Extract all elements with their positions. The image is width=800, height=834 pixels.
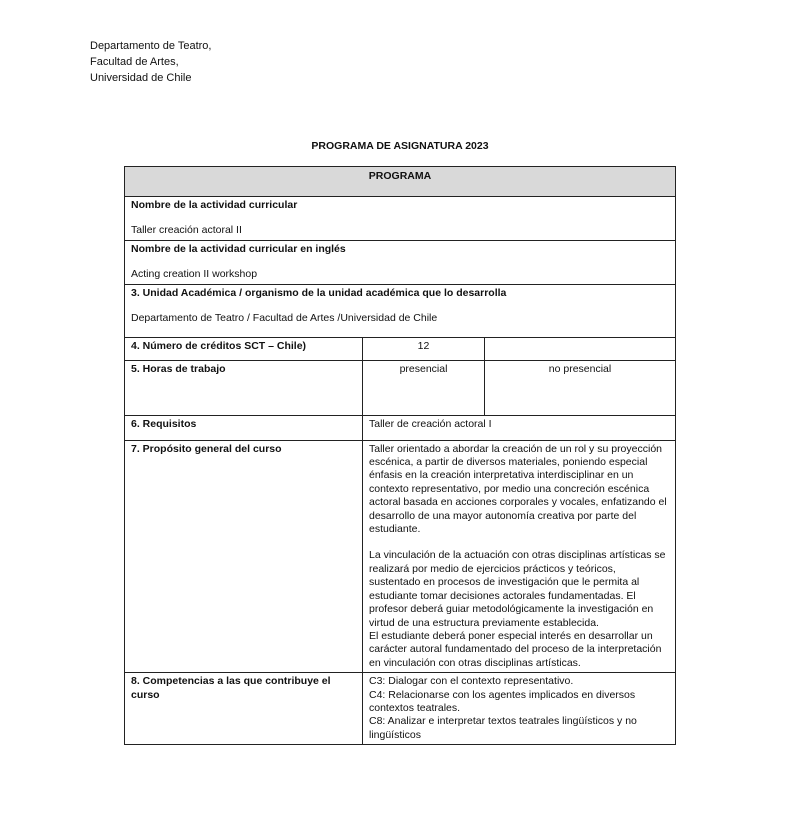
table-row <box>125 440 676 673</box>
purpose-paragraph: Taller orientado a abordar la creación de un rol y su proyección escénica, a partir de diversos materiales, poniendo especial énfasis en la creación interpretativa interdisciplinar en un contexto representativo, por medio una concreción escénica actoral basada en acciones corporales y vocales, enfatizando el desarrollo de una mayor autonomía creativa por parte del estudiante. <box>369 442 667 536</box>
purpose-label: 7. Propósito general del curso <box>125 440 363 673</box>
purpose-paragraph: La vinculación de la actuación con otras disciplinas artísticas se realizará por medio de ejercicios prácticos y teóricos, sustentado en procesos de investigación que le permita al estudiante tomar decisiones actorales fundamentadas. El profesor deberá guiar metodológicamente la investigación en virtud de una estructura previamente establecida. <box>369 549 666 629</box>
table-row <box>125 415 676 440</box>
table-row <box>125 673 676 745</box>
hours-label: 5. Horas de trabajo <box>125 360 363 415</box>
requirements-label: 6. Requisitos <box>125 415 363 440</box>
activity-name-value: Taller creación actoral II <box>131 224 242 237</box>
table-row <box>125 197 676 241</box>
document-title: PROGRAMA DE ASIGNATURA 2023 <box>311 140 489 152</box>
program-table <box>124 166 676 745</box>
table-row <box>125 337 676 360</box>
activity-name-label: Nombre de la actividad curricular <box>131 199 298 211</box>
competency-item: C4: Relacionarse con los agentes implicados en diversos contextos teatrales. <box>369 688 636 714</box>
credits-empty-cell <box>485 337 676 360</box>
institution-header <box>90 38 211 86</box>
table-row <box>125 240 676 284</box>
table-row <box>125 360 676 415</box>
credits-label: 4. Número de créditos SCT – Chile) <box>125 337 363 360</box>
credits-value: 12 <box>363 337 485 360</box>
table-row <box>125 167 676 197</box>
header-faculty: Facultad de Artes, <box>90 56 179 68</box>
competencies-label: 8. Competencias a las que contribuye el curso <box>125 673 363 745</box>
academic-unit-value: Departamento de Teatro / Facultad de Artes /Universidad de Chile <box>131 312 438 325</box>
activity-name-en-label: Nombre de la actividad curricular en inglés <box>131 242 346 255</box>
purpose-paragraph: El estudiante deberá poner especial interés en desarrollar un carácter autoral fundamentado del proceso de la interpretación en vinculación con otras disciplinas artísticas. <box>369 629 662 669</box>
academic-unit-label: 3. Unidad Académica / organismo de la unidad académica que lo desarrolla <box>131 286 507 299</box>
requirements-value: Taller de creación actoral I <box>363 415 676 440</box>
competency-item: C8: Analizar e interpretar textos teatrales lingüísticos y no lingüísticos <box>369 715 637 741</box>
table-row <box>125 284 676 337</box>
header-department: Departamento de Teatro, <box>90 40 212 52</box>
competency-item: C3: Dialogar con el contexto representativo. <box>369 675 574 688</box>
hours-presencial: presencial <box>363 360 485 415</box>
table-heading: PROGRAMA <box>125 167 676 197</box>
activity-name-en-value: Acting creation II workshop <box>131 268 258 281</box>
header-university: Universidad de Chile <box>90 72 192 84</box>
hours-no-presencial: no presencial <box>485 360 676 415</box>
